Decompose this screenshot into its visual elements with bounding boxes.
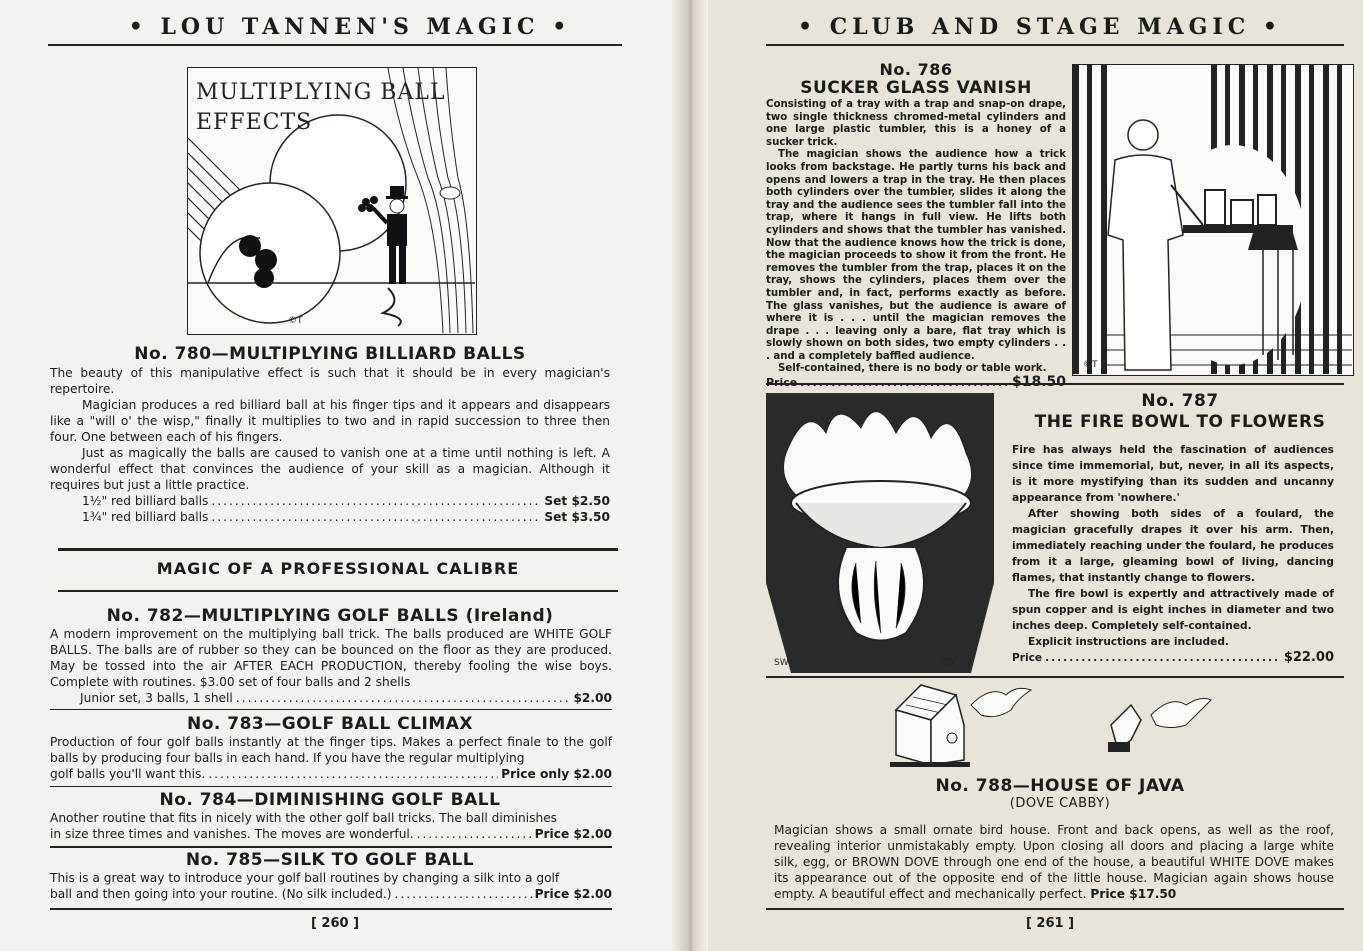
- svg-text:SW: SW: [774, 658, 789, 668]
- item-786-title: SUCKER GLASS VANISH: [800, 78, 1032, 98]
- item-785-title: No. 785—SILK TO GOLF BALL: [185, 850, 475, 870]
- section-rule-bottom: [58, 590, 618, 592]
- item-784-body: [50, 810, 612, 842]
- multiplying-ball-illustration: [187, 67, 477, 335]
- item-780-para-1: The beauty of this manipulative effect is such that it should be in every magician's repertoire.: [50, 366, 610, 396]
- price-value: $2.00: [573, 691, 612, 705]
- item-788-price: Price $17.50: [1090, 887, 1177, 901]
- price-label: Price: [766, 376, 798, 390]
- magician-tray-drawing: [1073, 65, 1352, 374]
- item-783-rule: [50, 786, 612, 787]
- item-787-body: [1012, 442, 1334, 666]
- leader-dots: [208, 766, 498, 782]
- item-784-rule: [50, 846, 612, 848]
- item-787-para-1: Fire has always held the fascination of audiences since time immemorial, but, never, in all its aspects, is it more mystifying than its sudden and uncanny appearance from 'nowhere.': [1012, 444, 1334, 504]
- price-value: Set $2.50: [544, 494, 610, 508]
- leader-dots: [1045, 650, 1281, 666]
- item-786-para-2: The magician shows the audience how a trick looks from backstage. He partly turns his back and opens and lowers a trap in the tray. He then places both cylinders over the tumbler, slides it along the tray and the audience sees the tumbler fall into the trap, where it hangs in full view. He lifts both cylinders and shows that the tumbler has vanished. Now that the audience knows how the trick is done, the magician proceeds to show it from the front. He removes the tumbler from the trap, places it on the tray, shows the cylinders, places them over the tumbler and, in fact, performs exactly as before. The glass vanishes, but the audience is aware of where it is . . . until the magician removes the drape . . . leaving only a bare, flat tray which is slowly shown on both sides, two empty cylinders . . . and a completely baffled audience.: [766, 149, 1066, 362]
- item-780-title: No. 780—MULTIPLYING BILLIARD BALLS: [134, 344, 526, 364]
- section-heading: MAGIC OF A PROFESSIONAL CALIBRE: [156, 559, 520, 578]
- leader-dots: [236, 690, 571, 706]
- item-786-number: No. 786: [879, 60, 953, 79]
- item-782-price-line: [50, 690, 612, 706]
- left-head-rule: [48, 44, 622, 46]
- item-786-body: [766, 99, 1066, 390]
- price-label: Junior set, 3 balls, 1 shell: [80, 691, 233, 705]
- svg-text:©T: ©T: [1083, 360, 1098, 370]
- item-787-para-3: The fire bowl is expertly and attractively made of spun copper and is eight inches in diameter and two inches deep. Completely self-contained.: [1012, 588, 1334, 632]
- illustration-caption: MULTIPLYING BALL EFFECTS: [196, 80, 446, 135]
- left-foot-rule: [50, 908, 612, 910]
- item-780-body: [50, 365, 610, 525]
- svg-text:©T: ©T: [288, 316, 303, 326]
- item-786-para-3: Self-contained, there is no body or table work.: [778, 363, 1047, 375]
- svg-text:TO: TO: [941, 658, 954, 668]
- left-running-head: • LOU TANNEN'S MAGIC •: [128, 14, 572, 40]
- leader-dots: [211, 493, 541, 509]
- item-783-text: Production of four golf balls instantly at the finger tips. Makes a perfect finale to the golf balls by producing four balls in each hand. If you have the regular multiplying: [50, 735, 612, 765]
- item-782-title: No. 782—MULTIPLYING GOLF BALLS (Ireland): [106, 606, 554, 626]
- item-788-title: No. 788—HOUSE OF JAVA: [935, 776, 1185, 796]
- item-783-title: No. 783—GOLF BALL CLIMAX: [186, 714, 474, 734]
- price-label: golf balls you'll want this.: [50, 767, 206, 781]
- price-value: $22.00: [1283, 650, 1334, 665]
- item-786-rule: [766, 383, 1344, 385]
- house-of-java-illustration: [886, 680, 1236, 770]
- item-787-number: No. 787: [1141, 391, 1219, 411]
- right-foot-rule: [766, 908, 1344, 910]
- price-label: in size three times and vanishes. The moves are wonderful.: [50, 827, 414, 841]
- item-787-para-4: Explicit instructions are included.: [1028, 636, 1229, 648]
- item-787-title: THE FIRE BOWL TO FLOWERS: [1034, 412, 1326, 432]
- item-783-body: [50, 734, 612, 782]
- item-784-text: Another routine that fits in nicely with the other golf ball tricks. The ball diminishes: [50, 811, 558, 825]
- item-780-price-line-1: [50, 493, 610, 509]
- fire-bowl-drawing: [766, 393, 994, 673]
- item-782-rule: [50, 709, 612, 710]
- item-784-title: No. 784—DIMINISHING GOLF BALL: [159, 790, 501, 810]
- item-782-body: [50, 626, 612, 706]
- leader-dots: [395, 886, 532, 902]
- item-788-text: Magician shows a small ornate bird house. Front and back opens, as well as the roof, revealing interior unmistakably empty. Upon closing all doors and placing a large white silk, egg, or BROWN DOVE through one end of the house, a beautiful WHITE DOVE makes its appearance out of the opposite end of the little house. Magician again shows house empty. A beautiful effect and mechanically perfect.: [774, 823, 1334, 901]
- fire-bowl-illustration: [766, 393, 994, 673]
- item-785-body: [50, 870, 612, 902]
- left-folio: [ 260 ]: [310, 916, 360, 931]
- section-rule-top: [58, 548, 618, 551]
- right-running-head: • CLUB AND STAGE MAGIC •: [798, 14, 1282, 40]
- item-787-price-line: [1012, 650, 1334, 666]
- price-value: Price $2.00: [534, 887, 612, 901]
- item-780-price-line-2: [50, 509, 610, 525]
- item-786-para-1: Consisting of a tray with a trap and snap-on drape, two single thickness chromed-metal cylinders and one large plastic tumbler, this is a honey of a sucker trick.: [766, 99, 1066, 148]
- item-782-text: A modern improvement on the multiplying ball trick. The balls produced are WHITE GOLF BALLS. The balls are of rubber so they can be bounced on the floor as they are produced. May be tossed into the air AFTER EACH PRODUCTION, thereby fooling the wise boys. Complete with routines. $3.00 set of four balls and 2 shells: [50, 627, 612, 689]
- price-label: Price: [1012, 652, 1043, 664]
- sucker-glass-illustration: [1072, 64, 1354, 376]
- right-folio: [ 261 ]: [1025, 916, 1075, 931]
- item-783-price-line: [50, 766, 612, 782]
- price-label: 1½" red billiard balls: [82, 494, 209, 508]
- price-label: 1¾" red billiard balls: [82, 510, 209, 524]
- leader-dots: [211, 509, 541, 525]
- item-785-text: This is a great way to introduce your golf ball routines by changing a silk into a golf: [50, 871, 560, 885]
- leader-dots: [417, 826, 532, 842]
- item-785-price-line: [50, 886, 612, 902]
- right-page: [690, 0, 1363, 951]
- item-780-para-3: Just as magically the balls are caused to vanish one at a time until nothing is left. A wonderful effect that convinces the audience of your skill as a magician. Although it requires but just a little practice.: [50, 446, 610, 492]
- price-value: Set $3.50: [544, 510, 610, 524]
- bird-house-drawing: [886, 680, 1236, 770]
- right-head-rule: [766, 44, 1344, 46]
- price-label: ball and then going into your routine. (No silk included.): [50, 887, 392, 901]
- item-787-rule: [766, 676, 1344, 678]
- item-787-para-2: After showing both sides of a foulard, the magician gracefully drapes it over his arm. Then, immediately reaching under the foulard, he produces from it a large, gleaming bowl of living, dancing flames, that instantly change to flowers.: [1012, 508, 1334, 584]
- item-788-body: [774, 822, 1334, 902]
- item-780-para-2: Magician produces a red billiard ball at his finger tips and it appears and disappears like a "will o' the wisp," finally it multiplies to two and in rapid succession to three then four. One between each of his fingers.: [50, 398, 610, 444]
- price-value: Price $2.00: [534, 827, 612, 841]
- item-788-subtitle: (DOVE CABBY): [1009, 796, 1111, 811]
- price-value: Price only $2.00: [501, 767, 612, 781]
- price-value: $18.50: [1011, 374, 1066, 391]
- item-784-price-line: [50, 826, 612, 842]
